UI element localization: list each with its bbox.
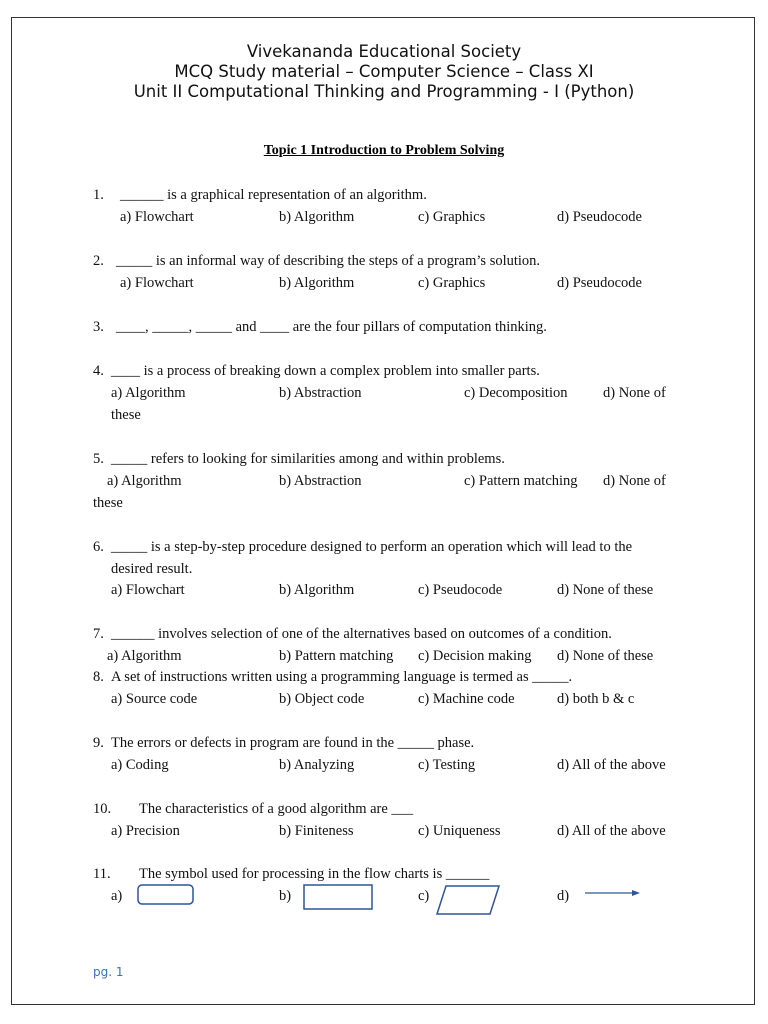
q5-option-b: b) Abstraction bbox=[279, 473, 362, 489]
q7-number: 7. bbox=[93, 626, 104, 642]
q1-option-d: d) Pseudocode bbox=[557, 209, 642, 225]
rounded-rectangle-symbol bbox=[137, 884, 195, 906]
q5-text: _____ refers to looking for similarities among and within problems. bbox=[111, 451, 505, 467]
header-unit: Unit II Computational Thinking and Programming - I (Python) bbox=[133, 82, 635, 101]
q6-option-c: c) Pseudocode bbox=[418, 582, 503, 598]
q6-text: _____ is a step-by-step procedure designed to perform an operation which will lead to the bbox=[111, 539, 633, 555]
header-material: MCQ Study material – Computer Science – Class XI bbox=[174, 62, 594, 81]
q9-option-c: c) Testing bbox=[418, 757, 476, 773]
q1-option-a: a) Flowchart bbox=[120, 209, 194, 225]
q4-option-c: c) Decomposition bbox=[464, 385, 568, 401]
q1-option-c: c) Graphics bbox=[418, 209, 486, 225]
q10-option-b: b) Finiteness bbox=[279, 823, 354, 839]
q2-option-b: b) Algorithm bbox=[279, 275, 355, 291]
q10-option-c: c) Uniqueness bbox=[418, 823, 501, 839]
q8-option-d: d) both b & c bbox=[557, 691, 635, 707]
q11-option-a: a) bbox=[111, 888, 123, 904]
q5-option-d: d) None of bbox=[603, 473, 666, 489]
page-number: pg. 1 bbox=[93, 965, 124, 979]
q2-option-c: c) Graphics bbox=[418, 275, 486, 291]
q4-option-b: b) Abstraction bbox=[279, 385, 362, 401]
q10-option-d: d) All of the above bbox=[557, 823, 666, 839]
q10-option-a: a) Precision bbox=[111, 823, 180, 839]
q6-option-d: d) None of these bbox=[557, 582, 654, 598]
q1-option-b: b) Algorithm bbox=[279, 209, 355, 225]
q5-option-c: c) Pattern matching bbox=[464, 473, 578, 489]
q8-number: 8. bbox=[93, 669, 104, 685]
q9-number: 9. bbox=[93, 735, 104, 751]
q8-option-a: a) Source code bbox=[111, 691, 198, 707]
q10-number: 10. bbox=[93, 801, 112, 817]
q9-option-d: d) All of the above bbox=[557, 757, 666, 773]
q1-number: 1. bbox=[93, 187, 104, 203]
q6-text-continued: desired result. bbox=[111, 561, 193, 577]
q6-option-b: b) Algorithm bbox=[279, 582, 355, 598]
q8-option-c: c) Machine code bbox=[418, 691, 515, 707]
q7-option-b: b) Pattern matching bbox=[279, 648, 394, 664]
q3-number: 3. bbox=[93, 319, 104, 335]
q4-option-d: d) None of bbox=[603, 385, 666, 401]
q2-option-a: a) Flowchart bbox=[120, 275, 194, 291]
q8-option-b: b) Object code bbox=[279, 691, 365, 707]
q11-text: The symbol used for processing in the flow charts is ______ bbox=[139, 866, 490, 882]
q7-option-d: d) None of these bbox=[557, 648, 654, 664]
q6-number: 6. bbox=[93, 539, 104, 555]
arrow-symbol bbox=[584, 887, 642, 899]
q2-text: _____ is an informal way of describing the steps of a program’s solution. bbox=[116, 253, 541, 269]
q7-option-a: a) Algorithm bbox=[107, 648, 182, 664]
q2-number: 2. bbox=[93, 253, 104, 269]
q7-option-c: c) Decision making bbox=[418, 648, 532, 664]
q2-option-d: d) Pseudocode bbox=[557, 275, 642, 291]
q5-option-d-wrap: these bbox=[93, 495, 123, 511]
q4-option-a: a) Algorithm bbox=[111, 385, 186, 401]
q5-option-a: a) Algorithm bbox=[107, 473, 182, 489]
q9-option-b: b) Analyzing bbox=[279, 757, 355, 773]
q8-text: A set of instructions written using a programming language is termed as _____. bbox=[111, 669, 573, 685]
q9-text: The errors or defects in program are found in the _____ phase. bbox=[111, 735, 475, 751]
q4-option-d-wrap: these bbox=[111, 407, 141, 423]
header-society: Vivekananda Educational Society bbox=[246, 42, 522, 61]
q7-text: ______ involves selection of one of the alternatives based on outcomes of a condition. bbox=[111, 626, 612, 642]
q5-number: 5. bbox=[93, 451, 104, 467]
topic-title: Topic 1 Introduction to Problem Solving bbox=[263, 143, 505, 158]
q4-number: 4. bbox=[93, 363, 104, 379]
q11-option-b: b) bbox=[279, 888, 292, 904]
q4-text: ____ is a process of breaking down a complex problem into smaller parts. bbox=[111, 363, 540, 379]
q11-option-d: d) bbox=[557, 888, 570, 904]
q11-number: 11. bbox=[93, 866, 111, 882]
q10-text: The characteristics of a good algorithm are ___ bbox=[139, 801, 414, 817]
rectangle-symbol bbox=[303, 884, 374, 912]
q3-text: ____, _____, _____ and ____ are the four pillars of computation thinking. bbox=[116, 319, 547, 335]
parallelogram-symbol bbox=[436, 885, 502, 917]
q11-option-c: c) bbox=[418, 888, 430, 904]
q1-text: ______ is a graphical representation of an algorithm. bbox=[120, 187, 427, 203]
q6-option-a: a) Flowchart bbox=[111, 582, 185, 598]
q9-option-a: a) Coding bbox=[111, 757, 169, 773]
